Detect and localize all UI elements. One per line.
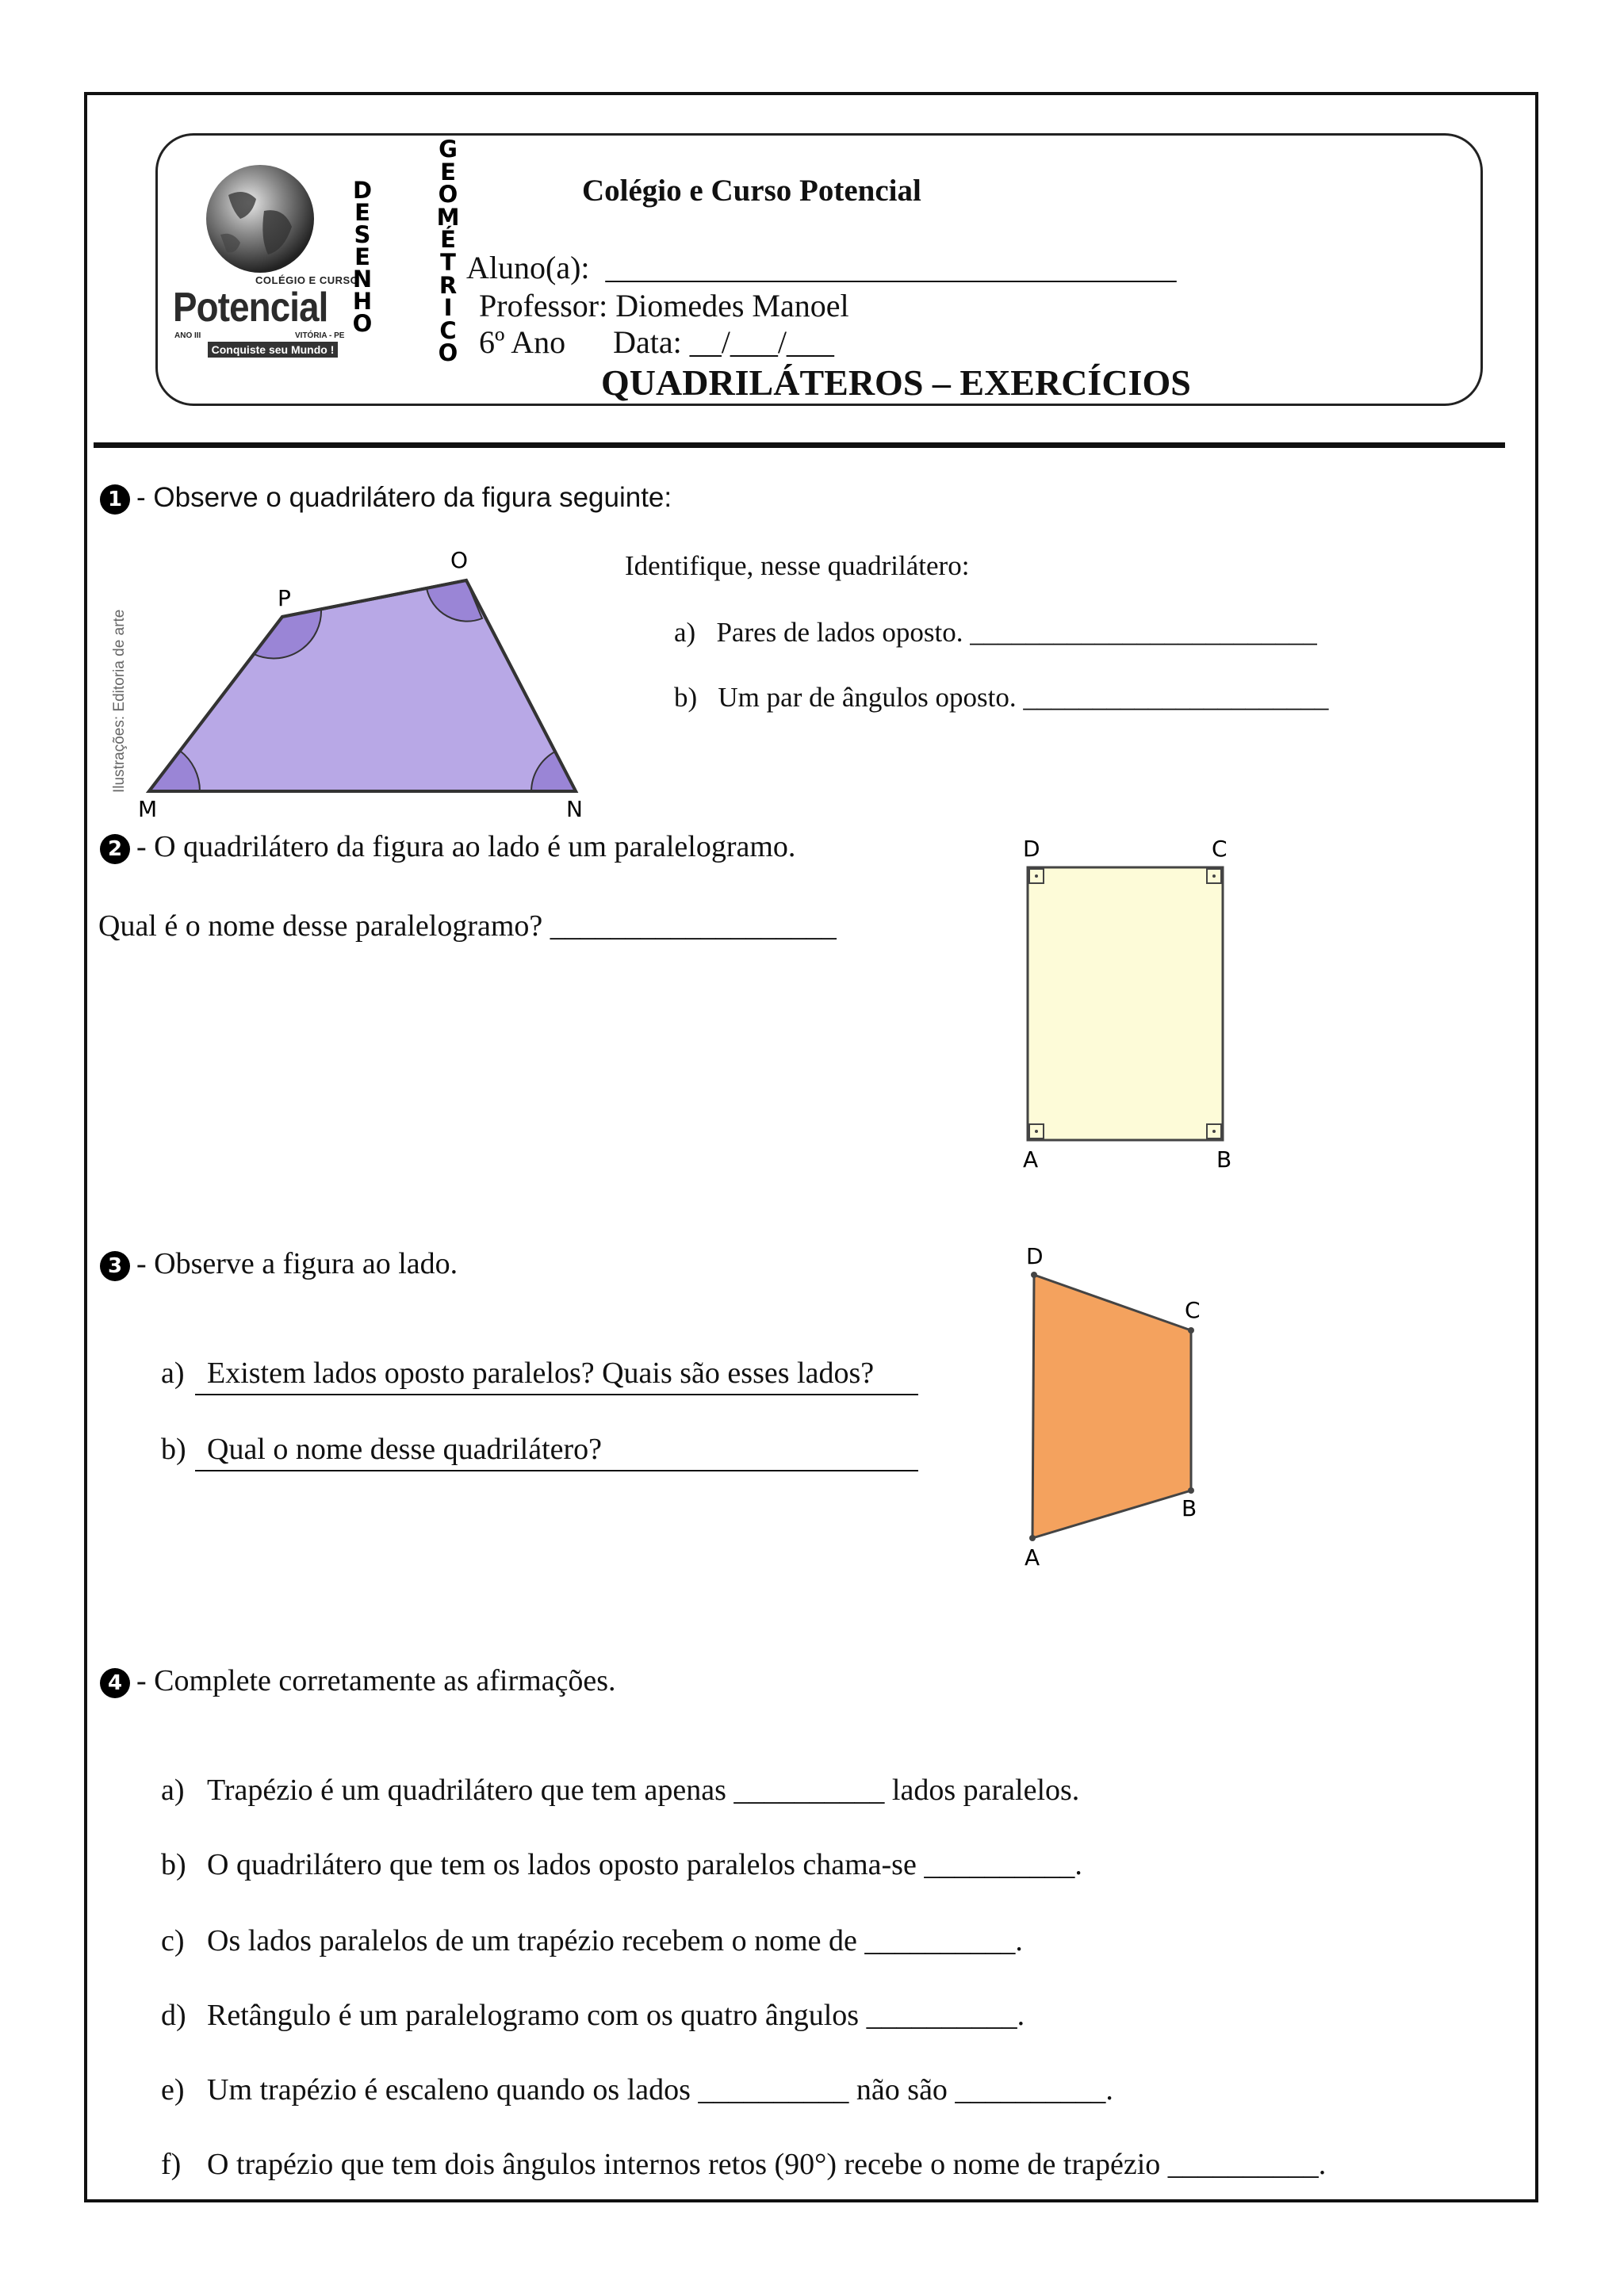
- q1-item-a[interactable]: a) Pares de lados oposto. _________________________: [674, 617, 1317, 648]
- q4-item-f[interactable]: [146, 2112, 1326, 2182]
- vertex-m-label: M: [138, 796, 158, 822]
- vertical-letter: O: [352, 310, 373, 337]
- vertical-letter: M: [436, 203, 460, 231]
- logo-small-right: VITÓRIA - PE: [295, 331, 345, 340]
- vertical-letter: C: [439, 316, 457, 344]
- vertical-letter: D: [352, 177, 373, 204]
- q3-item-b-text: Qual o nome desse quadrilátero?: [207, 1433, 603, 1466]
- vertical-letter: N: [352, 266, 373, 293]
- q4-item-text: O trapézio que tem dois ângulos internos retos (90°) recebe o nome de trapézio __________.: [207, 2148, 1327, 2181]
- vertical-letter: E: [354, 243, 370, 270]
- question-1-text: - Observe o quadrilátero da figura seguinte:: [136, 482, 672, 513]
- q3-item-a-text: Existem lados oposto paralelos? Quais são esses lados?: [207, 1357, 875, 1390]
- q4-item-text: Os lados paralelos de um trapézio recebem o nome de __________.: [207, 1924, 1023, 1957]
- quadrilateral-mnop-figure: [127, 539, 619, 825]
- illustration-credit: Ilustrações: Editoria de arte: [111, 609, 128, 793]
- school-name: Colégio e Curso Potencial: [582, 174, 921, 208]
- q4-item-b[interactable]: [146, 1812, 1082, 1882]
- q4-item-letter: a): [161, 1774, 185, 1807]
- question-4-header: [100, 1663, 616, 1698]
- vertical-letter: E: [354, 199, 370, 226]
- q4-item-text: O quadrilátero que tem os lados oposto paralelos chama-se __________.: [207, 1848, 1082, 1881]
- q2-question[interactable]: Qual é o nome desse paralelogramo? ___________________: [98, 909, 837, 943]
- vertical-letter: G: [439, 136, 458, 163]
- header-divider: [94, 442, 1505, 448]
- q3-answer-line-a[interactable]: [195, 1394, 918, 1395]
- question-2-header: [100, 829, 795, 864]
- rectangle-abcd-figure: [1015, 832, 1253, 1173]
- vertical-letter: I: [443, 294, 453, 322]
- vertex-c-label: C: [1212, 836, 1228, 862]
- vertical-letter: O: [438, 181, 458, 209]
- question-number-badge: 1: [100, 484, 130, 515]
- q4-item-letter: c): [161, 1924, 185, 1957]
- q4-item-a[interactable]: [146, 1738, 1079, 1808]
- logo-slogan: Conquiste seu Mundo !: [208, 342, 338, 358]
- professor-line: Professor: Diomedes Manoel: [479, 288, 849, 323]
- q4-item-letter: d): [161, 1999, 186, 2032]
- question-3-header: [100, 1246, 458, 1281]
- question-number-badge: 2: [100, 834, 130, 864]
- vertex-b-label: B: [1182, 1495, 1197, 1521]
- vertical-letter: S: [354, 221, 371, 248]
- q3-item-b: [146, 1397, 602, 1467]
- trapezoid-shape: [1032, 1275, 1191, 1538]
- quadrilateral-shape: [149, 580, 576, 791]
- vertical-letter: O: [438, 339, 458, 367]
- vertical-letter: É: [440, 226, 456, 254]
- question-4-text: - Complete corretamente as afirmações.: [136, 1664, 616, 1697]
- vertex-n-label: N: [566, 796, 583, 822]
- q4-item-text: Um trapézio é escaleno quando os lados __________ não são __________.: [207, 2073, 1113, 2107]
- vertex-a-label: A: [1025, 1544, 1040, 1571]
- q3-item-a-letter: a): [161, 1357, 185, 1390]
- worksheet-title: QUADRILÁTEROS – EXERCÍCIOS: [601, 362, 1191, 403]
- q1-item-b[interactable]: b) Um par de ângulos oposto. ______________________: [674, 682, 1329, 713]
- question-number-badge: 3: [100, 1251, 130, 1281]
- logo-brand: Potencial: [173, 285, 328, 331]
- q4-item-letter: e): [161, 2073, 185, 2107]
- q4-item-e[interactable]: [146, 2038, 1113, 2107]
- q3-item-b-letter: b): [161, 1433, 186, 1466]
- vertex-d-label: D: [1023, 836, 1040, 862]
- q3-item-a: [146, 1321, 874, 1391]
- vertical-letter: T: [440, 248, 456, 276]
- rectangle-shape: [1028, 867, 1223, 1140]
- q1-prompt: Identifique, nesse quadrilátero:: [625, 550, 970, 581]
- logo-small-left: ANO III: [174, 331, 201, 340]
- vertex-a-label: A: [1023, 1146, 1039, 1173]
- vertex-b-label: B: [1216, 1146, 1232, 1173]
- question-3-text: - Observe a figura ao lado.: [136, 1247, 458, 1280]
- question-2-text: - O quadrilátero da figura ao lado é um paralelogramo.: [136, 830, 796, 863]
- q4-item-c[interactable]: [146, 1888, 1023, 1958]
- question-number-badge: 4: [100, 1668, 130, 1698]
- q4-item-letter: b): [161, 1848, 186, 1881]
- vertical-word-desenho: [349, 179, 376, 335]
- student-name-field[interactable]: Aluno(a): ____________________________________: [466, 250, 1177, 285]
- q4-item-d[interactable]: [146, 1963, 1025, 2033]
- vertical-letter: H: [352, 288, 373, 315]
- logo-top-text: COLÉGIO E CURSO: [255, 274, 359, 286]
- vertex-d-label: D: [1026, 1243, 1044, 1269]
- q3-answer-line-b[interactable]: [195, 1470, 918, 1471]
- page-border: [84, 92, 1538, 2202]
- vertical-letter: E: [440, 158, 456, 186]
- vertex-p-label: P: [278, 585, 291, 611]
- vertex-c-label: C: [1185, 1297, 1201, 1323]
- vertex-o-label: O: [450, 547, 469, 573]
- trapezoid-abcd-figure: [1015, 1237, 1237, 1578]
- grade-date-line[interactable]: 6º Ano Data: __/___/___: [479, 324, 834, 360]
- vertical-word-geometrico: [435, 138, 462, 365]
- q4-item-letter: f): [161, 2148, 182, 2181]
- vertical-letter: R: [439, 271, 458, 299]
- q4-item-text: Retângulo é um paralelogramo com os quatro ângulos __________.: [207, 1999, 1025, 2032]
- q4-item-text: Trapézio é um quadrilátero que tem apenas __________ lados paralelos.: [207, 1774, 1080, 1807]
- question-1-header: [100, 482, 672, 515]
